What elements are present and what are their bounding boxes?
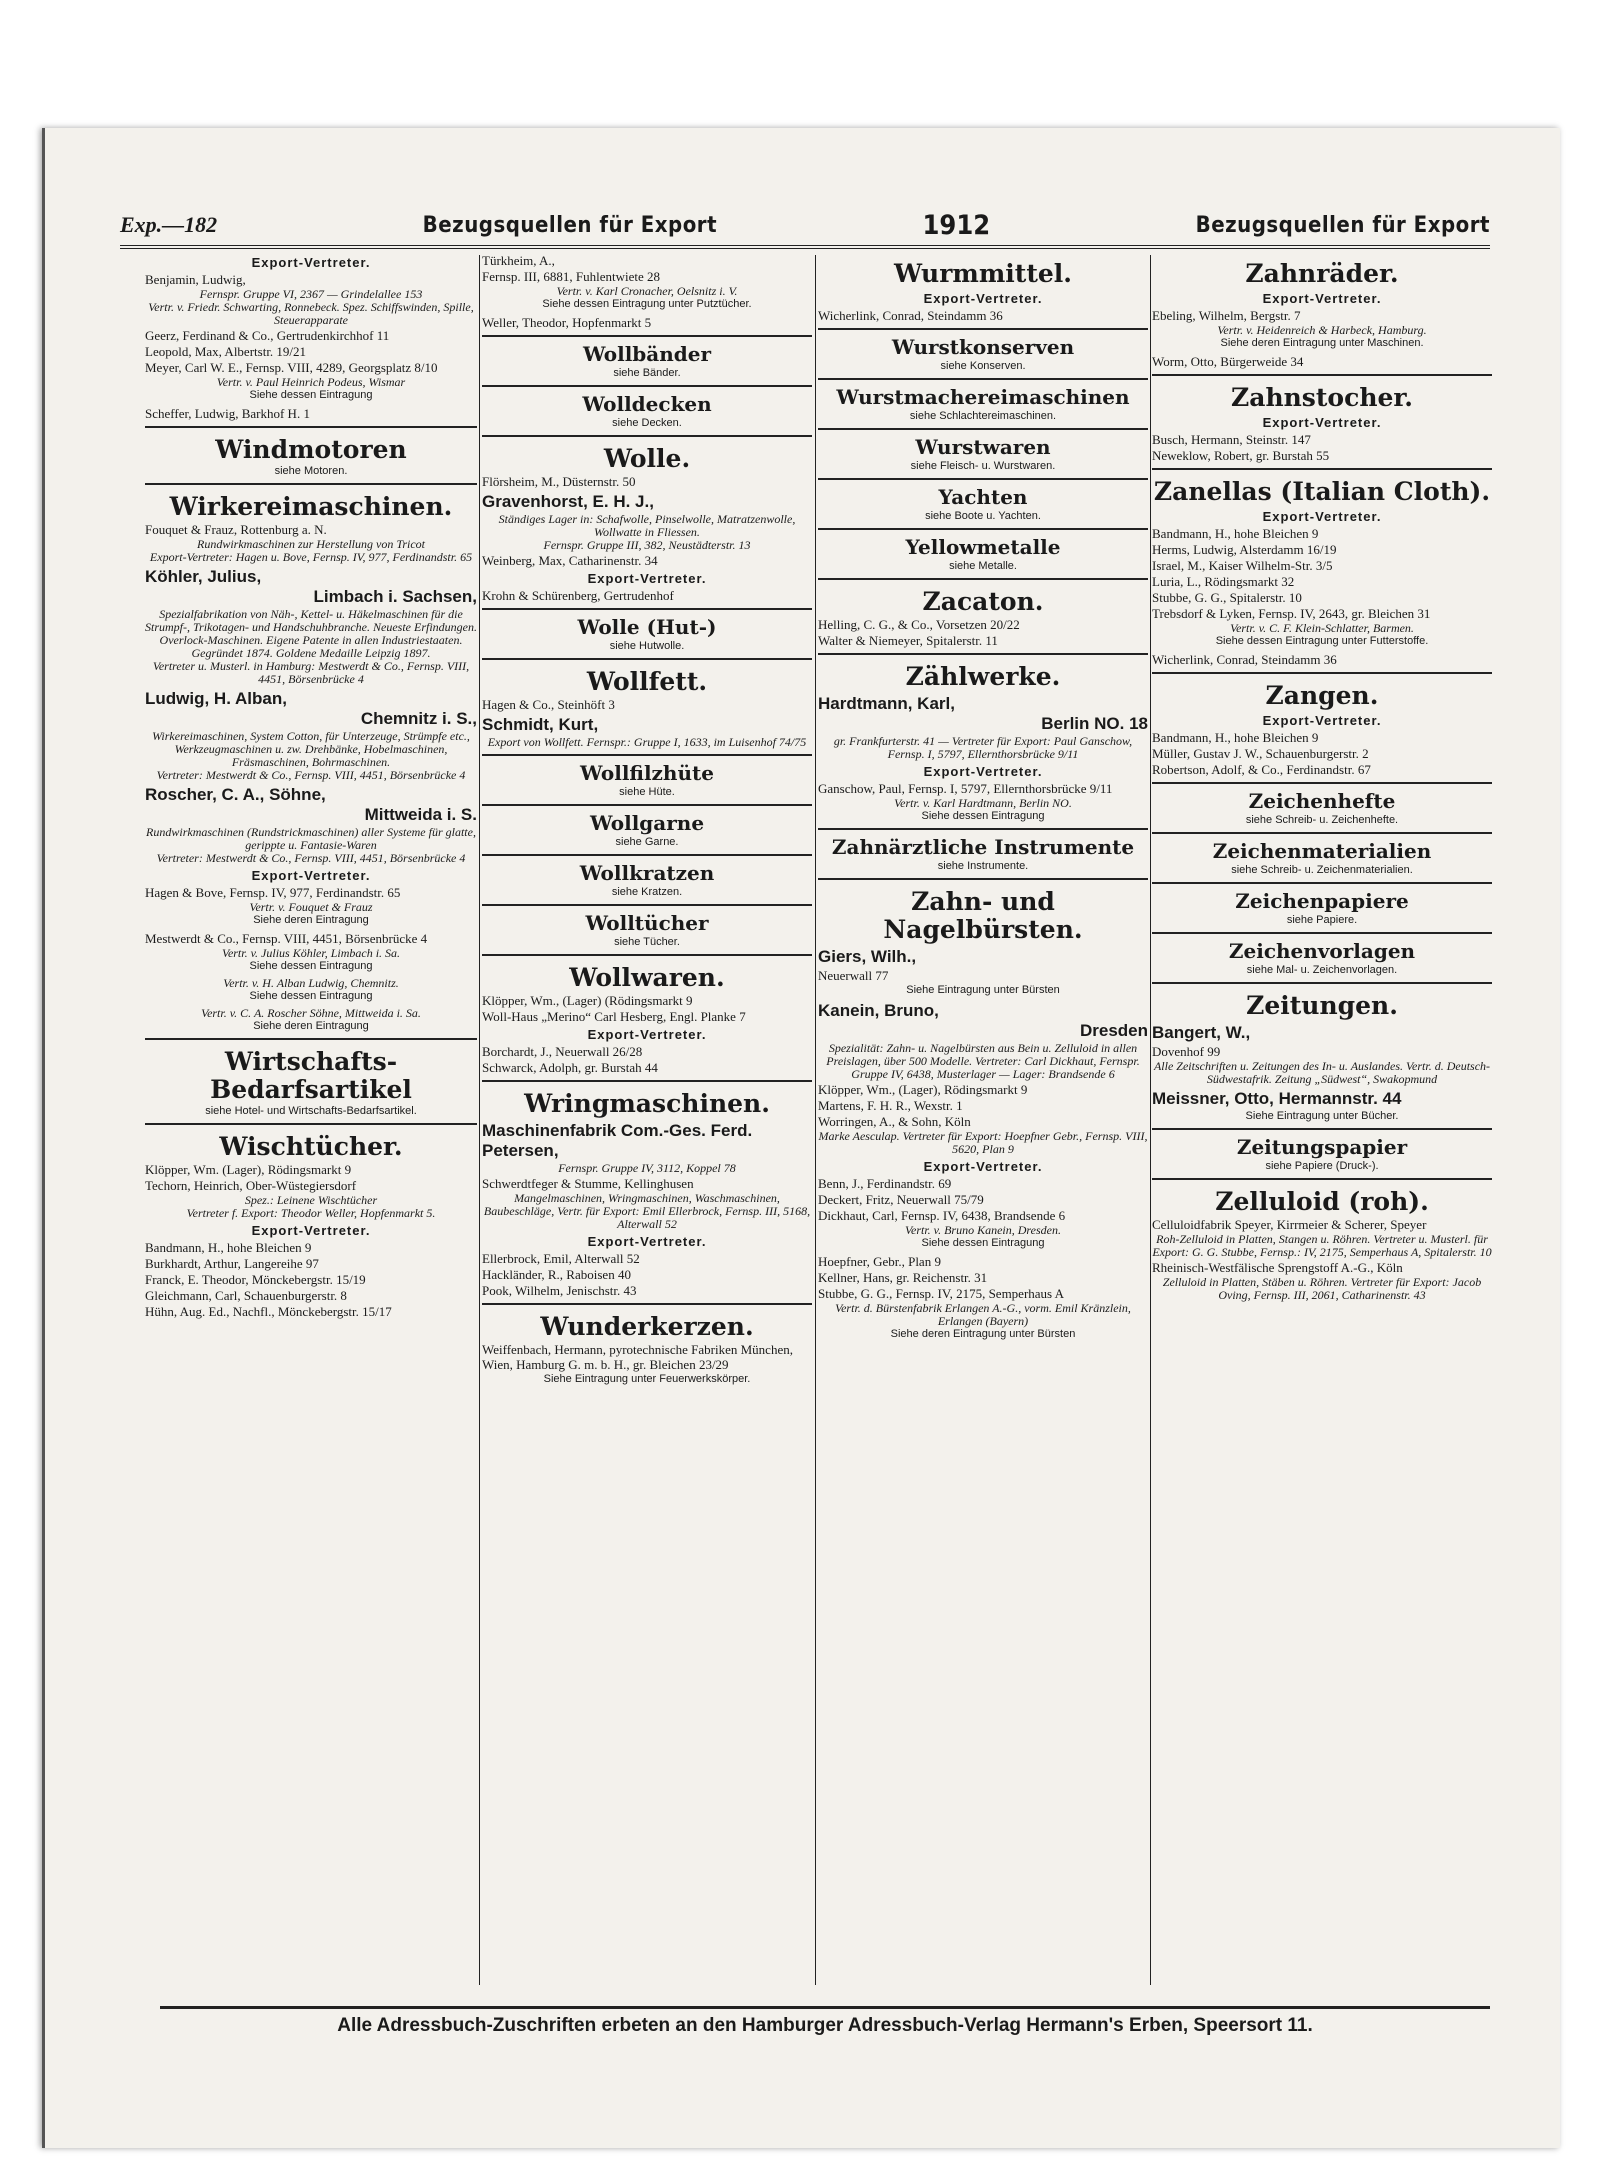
section-divider xyxy=(145,483,477,485)
directory-entry: Hackländer, R., Raboisen 40 xyxy=(482,1267,631,1282)
section-heading: Wolle. xyxy=(603,444,691,473)
directory-entry: Krohn & Schürenberg, Gertrudenhof xyxy=(482,588,674,603)
section-heading: Wollkratzen xyxy=(579,861,715,885)
directory-entry: Neweklow, Robert, gr. Burstah 55 xyxy=(1152,448,1330,463)
section-divider xyxy=(145,1123,477,1125)
entry-note: Wirkereimaschinen, System Cotton, für Unterzeuge, Strümpfe etc., Werkzeugmaschinen u. zw. Drehbänke, Hobelmaschinen, Fräsmaschinen, Bohrmaschinen. xyxy=(152,729,470,769)
section-heading: Wurstmachereimaschinen xyxy=(836,385,1130,409)
featured-entry xyxy=(818,947,1148,967)
entry-note: Vertreter f. Export: Theodor Weller, Hopfenmarkt 5. xyxy=(186,1206,436,1220)
section-divider xyxy=(1152,1178,1492,1180)
section-divider xyxy=(482,954,812,956)
directory-entry: Schwarck, Adolph, gr. Burstah 44 xyxy=(482,1060,658,1075)
directory-entry: Pook, Wilhelm, Jenischstr. 43 xyxy=(482,1283,637,1298)
column-3 xyxy=(818,252,1148,1992)
section-divider xyxy=(482,804,812,806)
directory-entry: Weller, Theodor, Hopfenmarkt 5 xyxy=(482,315,652,330)
directory-entry: Ellerbrock, Emil, Alterwall 52 xyxy=(482,1251,640,1266)
entry-note: Vertr. v. Heidenreich & Harbeck, Hamburg. xyxy=(1217,323,1427,337)
subheading: Export-Vertreter. xyxy=(1262,291,1382,306)
cross-reference: Siehe dessen Eintragung xyxy=(249,389,373,401)
column-1 xyxy=(145,252,477,1992)
section-heading: Yachten xyxy=(938,485,1028,509)
featured-entry-place: Chemnitz i. S., xyxy=(360,709,477,728)
subheading: Export-Vertreter. xyxy=(251,1223,371,1238)
entry-note: Ständiges Lager in: Schafwolle, Pinselwolle, Matratzenwolle, Wollwatte in Fliessen. xyxy=(498,512,796,539)
directory-entry: Dickhaut, Carl, Fernsp. IV, 6438, Brandsende 6 xyxy=(818,1208,1066,1223)
directory-entry: Türkheim, A., xyxy=(482,253,555,268)
featured-entry-place: Mittweida i. S. xyxy=(364,805,477,824)
entry-note: Export von Wollfett. Fernspr.: Gruppe I, 1633, im Luisenhof 74/75 xyxy=(487,735,807,749)
section-heading: Wollgarne xyxy=(589,811,705,835)
directory-entry: Dovenhof 99 xyxy=(1152,1044,1221,1059)
subheading: Export-Vertreter. xyxy=(251,868,371,883)
section-heading: Zanellas (Italian Cloth). xyxy=(1153,477,1491,506)
section-heading: Zahnstocher. xyxy=(1231,383,1413,412)
entry-note: Vertr. v. Friedr. Schwarting, Ronnebeck. Spez. Schiffswinden, Spille, Steuerapparate xyxy=(148,300,474,327)
section-divider xyxy=(1152,932,1492,934)
section-divider xyxy=(818,428,1148,430)
column-divider xyxy=(1150,255,1151,1985)
section-divider xyxy=(1152,1128,1492,1130)
cross-reference: siehe Papiere (Druck-). xyxy=(1265,1160,1379,1172)
section-divider xyxy=(145,426,477,428)
directory-entry: Schwerdtfeger & Stumme, Kellinghusen xyxy=(482,1176,694,1191)
section-heading: Zeichenvorlagen xyxy=(1228,939,1416,963)
directory-entry: Trebsdorf & Lyken, Fernsp. IV, 2643, gr. Bleichen 31 xyxy=(1152,606,1431,621)
cross-reference: Siehe dessen Eintragung xyxy=(921,1237,1045,1249)
section-divider xyxy=(818,653,1148,655)
cross-reference: Siehe dessen Eintragung xyxy=(249,990,373,1002)
entry-note: Vertr. v. C. F. Klein-Schlatter, Barmen. xyxy=(1230,621,1414,635)
directory-entry: Klöpper, Wm. (Lager), Rödingsmarkt 9 xyxy=(145,1162,352,1177)
featured-entry-name: Giers, Wilh., xyxy=(818,947,917,966)
publisher-footer: Alle Adressbuch-Zuschriften erbeten an den Hamburger Adressbuch-Verlag Hermann's Erben, Speersort 11. xyxy=(160,2006,1490,2037)
header-title-left: Bezugsquellen für Export xyxy=(422,212,718,238)
section-divider xyxy=(818,378,1148,380)
entry-note: Export-Vertreter: Hagen u. Bove, Fernsp. IV, 977, Ferdinandstr. 65 xyxy=(149,550,473,564)
directory-entry: Techorn, Heinrich, Ober-Wüstegiersdorf xyxy=(145,1178,357,1193)
entry-note: Vertr. v. Julius Köhler, Limbach i. Sa. xyxy=(221,946,401,960)
featured-entry xyxy=(482,715,812,735)
section-divider xyxy=(818,828,1148,830)
section-heading: Zählwerke. xyxy=(905,662,1061,691)
featured-entry-name: Ludwig, H. Alban, xyxy=(145,689,287,708)
directory-entry: Deckert, Fritz, Neuerwall 75/79 xyxy=(818,1192,984,1207)
cross-reference: Siehe Eintragung unter Bücher. xyxy=(1245,1110,1399,1122)
directory-entry: Bandmann, H., hohe Bleichen 9 xyxy=(1152,730,1319,745)
cross-reference: Siehe deren Eintragung unter Bürsten xyxy=(890,1328,1076,1340)
entry-note: Vertreter: Mestwerdt & Co., Fernsp. VIII, 4451, Börsenbrücke 4 xyxy=(156,851,466,865)
directory-entry: Müller, Gustav J. W., Schauenburgerstr. 2 xyxy=(1152,746,1369,761)
section-heading: Yellowmetalle xyxy=(905,535,1061,559)
featured-entry xyxy=(1152,1023,1492,1043)
section-divider xyxy=(1152,832,1492,834)
section-divider xyxy=(482,608,812,610)
cross-reference: siehe Schreib- u. Zeichenmaterialien. xyxy=(1231,864,1413,876)
directory-entry: Scheffer, Ludwig, Barkhof H. 1 xyxy=(145,406,310,421)
entry-note: Vertr. v. Fouquet & Frauz xyxy=(249,900,373,914)
section-heading: Zeichenmaterialien xyxy=(1212,839,1432,863)
section-divider xyxy=(1152,672,1492,674)
entry-note: Vertreter u. Musterl. in Hamburg: Mestwerdt & Co., Fernsp. VIII, 4451, Börsenbrücke 4 xyxy=(152,659,470,686)
cross-reference: Siehe dessen Eintragung xyxy=(921,810,1045,822)
section-heading: Wollwaren. xyxy=(569,963,725,992)
directory-entry: Bandmann, H., hohe Bleichen 9 xyxy=(1152,526,1319,541)
featured-entry-name: Köhler, Julius, xyxy=(145,567,262,586)
section-divider xyxy=(482,1303,812,1305)
section-divider xyxy=(818,478,1148,480)
featured-entry-place: Limbach i. Sachsen, xyxy=(313,587,477,606)
cross-reference: siehe Boote u. Yachten. xyxy=(925,510,1041,522)
cross-reference: siehe Konserven. xyxy=(940,360,1026,372)
section-divider xyxy=(482,854,812,856)
section-heading: Zeichenpapiere xyxy=(1235,889,1409,913)
directory-entry: Herms, Ludwig, Alsterdamm 16/19 xyxy=(1152,542,1337,557)
entry-note: Vertr. d. Bürstenfabrik Erlangen A.-G., vorm. Emil Kränzlein, Erlangen (Bayern) xyxy=(835,1301,1131,1328)
entry-note: Fernspr. Gruppe IV, 3112, Koppel 78 xyxy=(558,1161,736,1175)
cross-reference: siehe Hotel- und Wirtschafts-Bedarfsartikel. xyxy=(205,1105,417,1117)
featured-entry xyxy=(482,1121,812,1161)
directory-entry: Helling, C. G., & Co., Vorsetzen 20/22 xyxy=(818,617,1020,632)
entry-note: Vertreter: Mestwerdt & Co., Fernsp. VIII, 4451, Börsenbrücke 4 xyxy=(156,768,466,782)
subheading: Export-Vertreter. xyxy=(923,1159,1043,1174)
cross-reference: Siehe dessen Eintragung xyxy=(249,960,373,972)
section-heading: Zahn- und Nagelbürsten. xyxy=(883,887,1083,944)
section-heading: Wirkereimaschinen. xyxy=(169,492,453,521)
subheading: Export-Vertreter. xyxy=(251,255,371,270)
entry-note: Vertr. v. Bruno Kanein, Dresden. xyxy=(905,1223,1061,1237)
header-title-right: Bezugsquellen für Export xyxy=(1195,212,1490,238)
section-heading: Zangen. xyxy=(1265,681,1379,710)
section-divider xyxy=(1152,782,1492,784)
column-4 xyxy=(1152,252,1492,1992)
directory-entry: Meyer, Carl W. E., Fernsp. VIII, 4289, Georgsplatz 8/10 xyxy=(145,360,438,375)
featured-entry xyxy=(482,492,812,512)
cross-reference: Siehe deren Eintragung xyxy=(253,914,369,926)
directory-entry: Luria, L., Rödingsmarkt 32 xyxy=(1152,574,1295,589)
featured-entry-name: Hardtmann, Karl, xyxy=(818,694,955,713)
section-heading: Wischtücher. xyxy=(219,1132,403,1161)
cross-reference: siehe Motoren. xyxy=(274,465,348,477)
directory-entry: Burkhardt, Arthur, Langereihe 97 xyxy=(145,1256,319,1271)
column-2 xyxy=(482,252,812,1992)
entry-note: Rundwirkmaschinen zur Herstellung von Tricot xyxy=(197,537,425,551)
section-heading: Wollfett. xyxy=(586,667,708,696)
featured-entry xyxy=(1152,1089,1492,1109)
section-divider xyxy=(1152,982,1492,984)
cross-reference: Siehe dessen Eintragung unter Futterstoffe. xyxy=(1215,635,1429,647)
section-heading: Wolldecken xyxy=(582,392,712,416)
section-heading: Wurstkonserven xyxy=(891,335,1075,359)
cross-reference: Siehe deren Eintragung xyxy=(253,1020,369,1032)
directory-entry: Leopold, Max, Albertstr. 19/21 xyxy=(145,344,307,359)
directory-entry: Wicherlink, Conrad, Steindamm 36 xyxy=(818,308,1003,323)
section-heading: Zeichenhefte xyxy=(1248,789,1396,813)
featured-entry-name: Bangert, W., xyxy=(1152,1023,1251,1042)
entry-note: Spezialität: Zahn- u. Nagelbürsten aus Bein u. Zelluloid in allen Preislagen, über 500 Modelle. Vertreter: Carl Dickhaut, Fernspr. Gruppe IV, 6438, Musterlager — Lager: Brandsende 6 xyxy=(826,1041,1140,1081)
section-divider xyxy=(818,578,1148,580)
section-heading: Wirtschafts-Bedarfsartikel xyxy=(210,1047,412,1104)
featured-entry-name: Maschinenfabrik Com.-Ges. Ferd. Petersen, xyxy=(482,1121,753,1160)
directory-entry: Bandmann, H., hohe Bleichen 9 xyxy=(145,1240,312,1255)
section-heading: Wurmmittel. xyxy=(893,259,1072,288)
featured-entry-name: Schmidt, Kurt, xyxy=(482,715,599,734)
cross-reference: siehe Instrumente. xyxy=(937,860,1029,872)
entry-note: gr. Frankfurterstr. 41 — Vertreter für Export: Paul Ganschow, Fernsp. I, 5797, Ellernthorsbrücke 9/11 xyxy=(833,734,1133,761)
directory-entry: Flörsheim, M., Düsternstr. 50 xyxy=(482,474,636,489)
section-heading: Zelluloid (roh). xyxy=(1215,1187,1429,1216)
cross-reference: siehe Hutwolle. xyxy=(609,640,685,652)
directory-entry: Neuerwall 77 xyxy=(818,968,889,983)
section-heading: Wurstwaren xyxy=(915,435,1051,459)
section-divider xyxy=(482,754,812,756)
cross-reference: Siehe Eintragung unter Bürsten xyxy=(906,984,1060,996)
subheading: Export-Vertreter. xyxy=(587,571,707,586)
page-number: Exp.—182 xyxy=(120,212,218,237)
featured-entry xyxy=(818,694,1148,734)
directory-entry: Robertson, Adolf, & Co., Ferdinandstr. 67 xyxy=(1152,762,1371,777)
cross-reference: siehe Hüte. xyxy=(619,786,675,798)
directory-entry: Rheinisch-Westfälische Sprengstoff A.-G., Köln xyxy=(1152,1260,1403,1275)
entry-note: Vertr. v. C. A. Roscher Söhne, Mittweida i. Sa. xyxy=(201,1006,421,1020)
directory-entry: Fouquet & Frauz, Rottenburg a. N. xyxy=(145,522,327,537)
entry-note: Mangelmaschinen, Wringmaschinen, Waschmaschinen, Baubeschläge, Vertr. für Export: Emil Ellerbrock, Fernsp. III, 5168, Alterwall 52 xyxy=(483,1191,811,1231)
directory-entry: Walter & Niemeyer, Spitalerstr. 11 xyxy=(818,633,998,648)
entry-note: Spez.: Leinene Wischtücher xyxy=(244,1193,378,1207)
featured-entry-name: Kanein, Bruno, xyxy=(818,1001,939,1020)
section-heading: Windmotoren xyxy=(215,435,407,464)
section-heading: Wollfilzhüte xyxy=(580,761,714,785)
entry-note: Vertr. v. Karl Hardtmann, Berlin NO. xyxy=(894,796,1072,810)
entry-note: Vertr. v. Paul Heinrich Podeus, Wismar xyxy=(216,375,406,389)
entry-note: Vertr. v. H. Alban Ludwig, Chemnitz. xyxy=(223,976,399,990)
featured-entry xyxy=(818,1001,1148,1041)
directory-entry: Ganschow, Paul, Fernsp. I, 5797, Ellernthorsbrücke 9/11 xyxy=(818,781,1113,796)
directory-entry: Klöpper, Wm., (Lager), Rödingsmarkt 9 xyxy=(818,1082,1028,1097)
subheading: Export-Vertreter. xyxy=(587,1234,707,1249)
cross-reference: Siehe deren Eintragung unter Maschinen. xyxy=(1220,337,1424,349)
featured-entry-name: Gravenhorst, E. H. J., xyxy=(482,492,654,511)
directory-entry: Hagen & Co., Steinhöft 3 xyxy=(482,697,615,712)
directory-entry: Weinberg, Max, Catharinenstr. 34 xyxy=(482,553,658,568)
directory-entry: Benjamin, Ludwig, xyxy=(145,272,246,287)
directory-entry: Worm, Otto, Bürgerweide 34 xyxy=(1152,354,1304,369)
directory-entry: Woll-Haus „Merino“ Carl Hesberg, Engl. Planke 7 xyxy=(482,1009,746,1024)
section-divider xyxy=(482,385,812,387)
cross-reference: siehe Decken. xyxy=(612,417,682,429)
directory-entry: Stubbe, G. G., Spitalerstr. 10 xyxy=(1152,590,1302,605)
featured-entry-name: Roscher, C. A., Söhne, xyxy=(145,785,326,804)
entry-note: Roh-Zelluloid in Platten, Stangen u. Röhren. Vertreter u. Musterl. für Export: G. G. Stubbe, Fernsp.: IV, 2175, Semperhaus A, Spitalerstr. 10 xyxy=(1152,1232,1492,1259)
entry-note: Rundwirkmaschinen (Rundstrickmaschinen) aller Systeme für glatte, gerippte u. Fantasie-Waren xyxy=(146,825,476,852)
section-divider xyxy=(482,335,812,337)
section-heading: Wolle (Hut-) xyxy=(577,615,717,639)
section-divider xyxy=(482,435,812,437)
entry-note: Marke Aesculap. Vertreter für Export: Hoepfner Gebr., Fernsp. VIII, 5620, Plan 9 xyxy=(818,1129,1148,1156)
featured-entry-place: Berlin NO. 18 xyxy=(1041,714,1148,733)
subheading: Export-Vertreter. xyxy=(923,764,1043,779)
cross-reference: siehe Bänder. xyxy=(613,367,681,379)
section-heading: Zacaton. xyxy=(922,587,1044,616)
section-divider xyxy=(818,328,1148,330)
section-divider xyxy=(1152,374,1492,376)
directory-entry: Hagen & Bove, Fernsp. IV, 977, Ferdinandstr. 65 xyxy=(145,885,401,900)
directory-entry: Mestwerdt & Co., Fernsp. VIII, 4451, Börsenbrücke 4 xyxy=(145,931,428,946)
directory-entry: Borchardt, J., Neuerwall 26/28 xyxy=(482,1044,643,1059)
directory-entry: Weiffenbach, Hermann, pyrotechnische Fabriken München, Wien, Hamburg G. m. b. H., gr. Bleichen 23/29 xyxy=(482,1342,793,1372)
section-heading: Wunderkerzen. xyxy=(540,1312,754,1341)
cross-reference: Siehe Eintragung unter Feuerwerkskörper. xyxy=(543,1373,751,1385)
directory-entry: Wicherlink, Conrad, Steindamm 36 xyxy=(1152,652,1337,667)
subheading: Export-Vertreter. xyxy=(1262,509,1382,524)
section-heading: Wringmaschinen. xyxy=(524,1089,770,1118)
subheading: Export-Vertreter. xyxy=(1262,713,1382,728)
subheading: Export-Vertreter. xyxy=(1262,415,1382,430)
featured-entry-place: Dresden xyxy=(1079,1021,1148,1040)
featured-entry xyxy=(145,785,477,825)
column-divider xyxy=(479,255,480,1985)
cross-reference: siehe Fleisch- u. Wurstwaren. xyxy=(910,460,1056,472)
directory-entry: Franck, E. Theodor, Mönckebergstr. 15/19 xyxy=(145,1272,366,1287)
section-divider xyxy=(482,904,812,906)
directory-entry: Hühn, Aug. Ed., Nachfl., Mönckebergstr. 15/17 xyxy=(145,1304,392,1319)
entry-note: Fernspr. Gruppe III, 382, Neustädterstr. 13 xyxy=(543,538,751,552)
cross-reference: siehe Kratzen. xyxy=(611,886,683,898)
directory-entry: Klöpper, Wm., (Lager) (Rödingsmarkt 9 xyxy=(482,993,693,1008)
directory-entry: Martens, F. H. R., Wexstr. 1 xyxy=(818,1098,963,1113)
section-heading: Zeitungen. xyxy=(1246,991,1398,1020)
directory-entry: Geerz, Ferdinand & Co., Gertrudenkirchhof 11 xyxy=(145,328,390,343)
directory-entry: Worringen, A., & Sohn, Köln xyxy=(818,1114,971,1129)
section-divider xyxy=(1152,468,1492,470)
featured-entry xyxy=(145,567,477,607)
header-year: 1912 xyxy=(922,209,991,241)
directory-entry: Gleichmann, Carl, Schauenburgerstr. 8 xyxy=(145,1288,347,1303)
featured-entry-name: Meissner, Otto, Hermannstr. 44 xyxy=(1152,1089,1402,1108)
section-divider xyxy=(482,1080,812,1082)
section-heading: Zahnräder. xyxy=(1245,259,1399,288)
cross-reference: siehe Tücher. xyxy=(614,936,680,948)
column-divider xyxy=(815,255,816,1985)
cross-reference: siehe Papiere. xyxy=(1286,914,1358,926)
section-heading: Wolltücher xyxy=(585,911,709,935)
directory-entry: Hoepfner, Gebr., Plan 9 xyxy=(818,1254,941,1269)
section-divider xyxy=(818,528,1148,530)
section-divider xyxy=(818,878,1148,880)
cross-reference: siehe Metalle. xyxy=(949,560,1017,572)
directory-entry: Kellner, Hans, gr. Reichenstr. 31 xyxy=(818,1270,988,1285)
page-header xyxy=(120,205,1490,249)
cross-reference: Siehe dessen Eintragung unter Putztücher. xyxy=(542,298,752,310)
directory-entry: Israel, M., Kaiser Wilhelm-Str. 3/5 xyxy=(1152,558,1333,573)
entry-note: Alle Zeitschriften u. Zeitungen des In- u. Auslandes. Vertr. d. Deutsch-Südwestafrik. Zeitung „Südwest“, Swakopmund xyxy=(1153,1059,1491,1086)
subheading: Export-Vertreter. xyxy=(587,1027,707,1042)
directory-entry: Celluloidfabrik Speyer, Kirrmeier & Scherer, Speyer xyxy=(1152,1217,1427,1232)
entry-note: Vertr. v. Karl Cronacher, Oelsnitz i. V. xyxy=(556,284,738,298)
directory-entry: Ebeling, Wilhelm, Bergstr. 7 xyxy=(1152,308,1301,323)
entry-note: Spezialfabrikation von Näh-, Kettel- u. Häkelmaschinen für die Strumpf-, Trikotagen- und Handschuhbranche. Neueste Erfindungen. Overlock-Maschinen. Eigene Patente in allen Industriestaaten. Gegründet 1874. Goldene Medaille Leipzig 1897. xyxy=(145,607,477,660)
cross-reference: siehe Schreib- u. Zeichenhefte. xyxy=(1245,814,1399,826)
section-divider xyxy=(1152,882,1492,884)
section-heading: Zeitungspapier xyxy=(1236,1135,1408,1159)
section-divider xyxy=(145,1038,477,1040)
section-heading: Zahnärztliche Instrumente xyxy=(831,835,1135,859)
featured-entry xyxy=(145,689,477,729)
subheading: Export-Vertreter. xyxy=(923,291,1043,306)
section-heading: Wollbänder xyxy=(582,342,712,366)
directory-entry: Busch, Hermann, Steinstr. 147 xyxy=(1152,432,1311,447)
entry-note: Zelluloid in Platten, Stäben u. Röhren. Vertreter für Export: Jacob Oving, Fernsp. III, 2061, Catharinenstr. 43 xyxy=(1162,1275,1482,1302)
directory-entry: Benn, J., Ferdinandstr. 69 xyxy=(818,1176,952,1191)
directory-entry: Fernsp. III, 6881, Fuhlentwiete 28 xyxy=(482,269,661,284)
entry-note: Fernspr. Gruppe VI, 2367 — Grindelallee 153 xyxy=(199,287,423,301)
section-divider xyxy=(482,658,812,660)
cross-reference: siehe Garne. xyxy=(615,836,679,848)
directory-entry: Stubbe, G. G., Fernsp. IV, 2175, Semperhaus A xyxy=(818,1286,1065,1301)
cross-reference: siehe Mal- u. Zeichenvorlagen. xyxy=(1246,964,1398,976)
cross-reference: siehe Schlachtereimaschinen. xyxy=(909,410,1057,422)
